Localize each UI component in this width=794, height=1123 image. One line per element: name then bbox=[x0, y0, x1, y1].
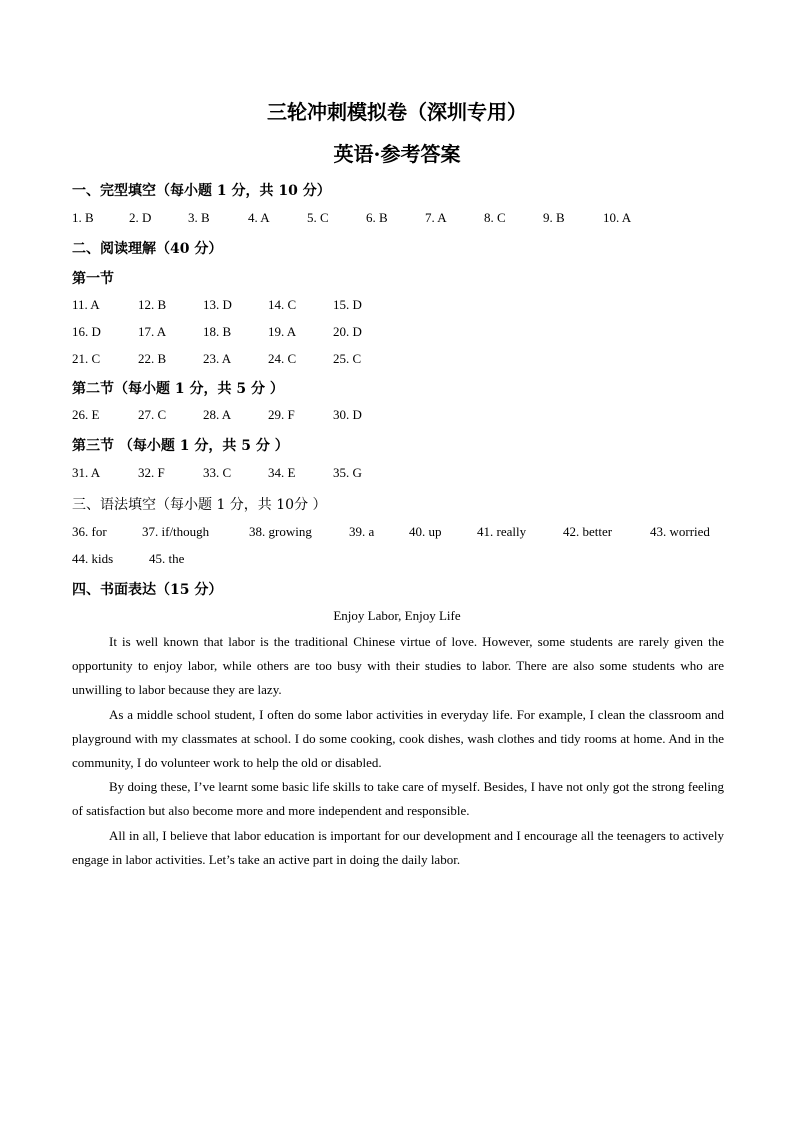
answer-41: 41. really bbox=[477, 524, 527, 539]
section3-row-2 bbox=[72, 551, 184, 567]
answer-8: 8. C bbox=[484, 210, 506, 225]
section2-part1-heading: 第一节 bbox=[72, 271, 114, 287]
answer-43: 43. worried bbox=[650, 524, 710, 539]
answer-7: 7. A bbox=[425, 210, 447, 225]
section1-answers-row bbox=[72, 210, 631, 226]
section2-part3-row bbox=[72, 465, 362, 481]
answer-10: 10. A bbox=[603, 210, 632, 225]
section2-part1-row-2 bbox=[72, 324, 362, 340]
answer-15: 15. D bbox=[333, 297, 362, 312]
answer-31: 31. A bbox=[72, 465, 101, 480]
answer-32: 32. F bbox=[138, 465, 165, 480]
answer-13: 13. D bbox=[203, 297, 232, 312]
answer-12: 12. B bbox=[138, 297, 167, 312]
answer-17: 17. A bbox=[138, 324, 167, 339]
answer-42: 42. better bbox=[563, 524, 613, 539]
essay-paragraph-4: All in all, I believe that labor education is important for our development and I encourage all the teenagers to actively engage in labor activities. Let’s take an active part in doing the daily labor. bbox=[72, 827, 724, 867]
answer-16: 16. D bbox=[72, 324, 101, 339]
answer-21: 21. C bbox=[72, 351, 101, 366]
answer-30: 30. D bbox=[333, 407, 362, 422]
answer-25: 25. C bbox=[333, 351, 362, 366]
section3-row-1 bbox=[72, 524, 710, 540]
answer-29: 29. F bbox=[268, 407, 295, 422]
answer-28: 28. A bbox=[203, 407, 232, 422]
answer-18: 18. B bbox=[203, 324, 232, 339]
answer-45: 45. the bbox=[149, 551, 185, 566]
answer-20: 20. D bbox=[333, 324, 362, 339]
answer-33: 33. C bbox=[203, 465, 232, 480]
answer-5: 5. C bbox=[307, 210, 329, 225]
answer-2: 2. D bbox=[129, 210, 152, 225]
answer-38: 38. growing bbox=[249, 524, 312, 539]
answer-4: 4. A bbox=[248, 210, 270, 225]
answer-22: 22. B bbox=[138, 351, 167, 366]
essay-paragraph-3: By doing these, I’ve learnt some basic life skills to take care of myself. Besides, I have not only got the strong feeling of satisfaction but also become more and more independent and responsible. bbox=[72, 779, 724, 819]
answer-19: 19. A bbox=[268, 324, 297, 339]
section2-part1-row-3 bbox=[72, 351, 361, 367]
answer-27: 27. C bbox=[138, 407, 167, 422]
answer-6: 6. B bbox=[366, 210, 388, 225]
section2-part3-heading: 第三节 （每小题 1 分，共 5 分 ） bbox=[72, 438, 289, 454]
answer-44: 44. kids bbox=[72, 551, 114, 566]
answer-24: 24. C bbox=[268, 351, 297, 366]
answer-9: 9. B bbox=[543, 210, 565, 225]
answer-35: 35. G bbox=[333, 465, 362, 480]
essay-body bbox=[72, 630, 724, 872]
answer-26: 26. E bbox=[72, 407, 100, 422]
page-title: 三轮冲刺模拟卷（深圳专用） bbox=[267, 100, 527, 124]
answer-1: 1. B bbox=[72, 210, 94, 225]
section2-heading: 二、阅读理解（40 分） bbox=[72, 241, 223, 257]
answer-36: 36. for bbox=[72, 524, 107, 539]
essay-title: Enjoy Labor, Enjoy Life bbox=[333, 608, 461, 623]
answer-3: 3. B bbox=[188, 210, 210, 225]
section4-heading: 四、书面表达（15 分） bbox=[72, 582, 223, 598]
answer-34: 34. E bbox=[268, 465, 296, 480]
section3-heading: 三、语法填空（每小题 1 分，共 10分 ） bbox=[72, 497, 327, 513]
section2-part1-row-1 bbox=[72, 297, 362, 313]
answer-11: 11. A bbox=[72, 297, 100, 312]
section2-part2-row bbox=[72, 407, 362, 423]
essay-paragraph-2: As a middle school student, I often do some labor activities in everyday life. For example, I clean the classroom and playground with my classmates at school. I do some cooking, cook dishes, wash clothes and tidy rooms at home. And in the community, I do volunteer work to help the old or disabled. bbox=[72, 706, 724, 771]
answer-14: 14. C bbox=[268, 297, 297, 312]
page-subtitle: 英语·参考答案 bbox=[333, 142, 461, 166]
answer-37: 37. if/though bbox=[142, 524, 210, 539]
section2-part2-heading: 第二节（每小题 1 分，共 5 分 ） bbox=[72, 381, 284, 397]
essay-paragraph-1: It is well known that labor is the traditional Chinese virtue of love. However, some students are rarely given the opportunity to enjoy labor, while others are too busy with their studies to labor. There are also some students who are unwilling to labor because they are lazy. bbox=[72, 634, 724, 698]
answer-39: 39. a bbox=[349, 524, 375, 539]
answer-23: 23. A bbox=[203, 351, 232, 366]
section1-heading: 一、完型填空（每小题 1 分，共 10 分） bbox=[72, 183, 331, 199]
answer-40: 40. up bbox=[409, 524, 442, 539]
